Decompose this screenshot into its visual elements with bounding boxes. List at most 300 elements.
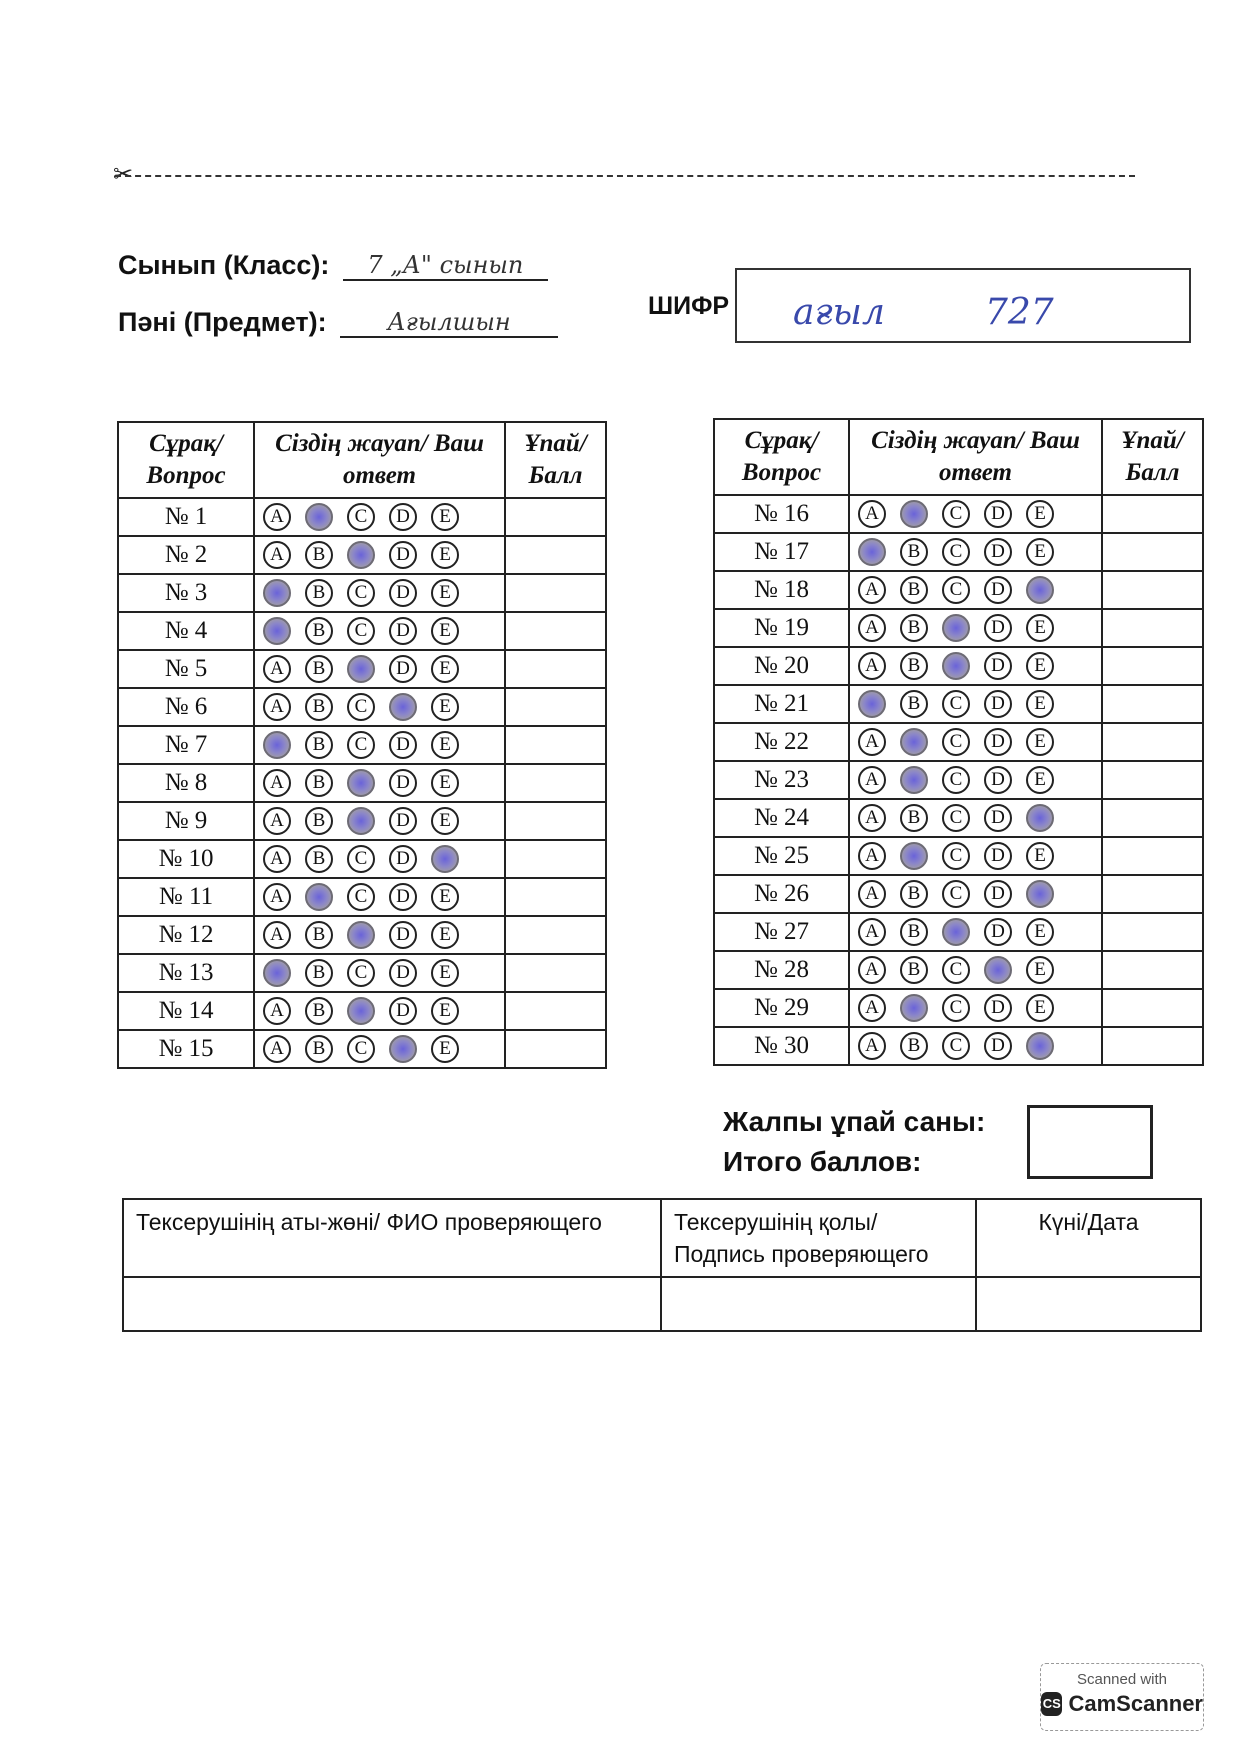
option-bubble-d[interactable]: D (389, 503, 417, 531)
question-number: № 20 (714, 647, 849, 685)
option-bubble-a[interactable]: A (858, 918, 886, 946)
option-bubble-c[interactable]: C (942, 576, 970, 604)
option-bubble-b[interactable]: B (305, 1035, 333, 1063)
option-bubble-d[interactable]: D (984, 880, 1012, 908)
score-header: Ұпай/ Балл (505, 422, 606, 498)
answer-row (714, 571, 1203, 609)
option-bubble-b[interactable] (900, 728, 928, 756)
option-bubble-e[interactable]: E (431, 921, 459, 949)
answer-table-right (713, 418, 1204, 1066)
option-bubble-b[interactable]: B (900, 576, 928, 604)
answer-row (714, 913, 1203, 951)
answer-options (254, 802, 505, 840)
camscanner-logo-icon: CS (1041, 1692, 1062, 1716)
option-bubble-a[interactable] (263, 579, 291, 607)
option-bubble-a[interactable]: A (263, 693, 291, 721)
question-number: № 17 (714, 533, 849, 571)
option-bubble-c[interactable]: C (942, 500, 970, 528)
answer-options (849, 1027, 1102, 1065)
option-bubble-b[interactable]: B (900, 804, 928, 832)
checker-signature-field[interactable] (661, 1277, 976, 1331)
score-cell[interactable] (505, 688, 606, 726)
option-bubble-c[interactable] (347, 769, 375, 797)
question-number: № 5 (118, 650, 254, 688)
answer-row (118, 498, 606, 536)
date-label: Күні/Дата (976, 1199, 1201, 1277)
question-number: № 24 (714, 799, 849, 837)
score-cell[interactable] (505, 1030, 606, 1068)
answer-options (254, 764, 505, 802)
option-bubble-a[interactable]: A (858, 804, 886, 832)
question-number: № 9 (118, 802, 254, 840)
answer-row (714, 875, 1203, 913)
option-bubble-d[interactable]: D (984, 690, 1012, 718)
answer-row (118, 536, 606, 574)
option-bubble-d[interactable]: D (389, 921, 417, 949)
option-bubble-d[interactable] (389, 1035, 417, 1063)
score-cell[interactable] (1102, 875, 1203, 913)
answer-row (118, 916, 606, 954)
option-bubble-b[interactable]: B (305, 845, 333, 873)
option-bubble-e[interactable]: E (1026, 500, 1054, 528)
answer-row (118, 840, 606, 878)
answer-options (254, 650, 505, 688)
option-bubble-a[interactable]: A (263, 541, 291, 569)
option-bubble-d[interactable]: D (984, 500, 1012, 528)
option-bubble-b[interactable]: B (305, 693, 333, 721)
shifr-value-word: ағыл (793, 292, 885, 333)
answer-options (254, 1030, 505, 1068)
answer-options (254, 612, 505, 650)
option-bubble-d[interactable]: D (389, 959, 417, 987)
answer-row (118, 802, 606, 840)
answer-options (849, 951, 1102, 989)
question-number: № 27 (714, 913, 849, 951)
question-number: № 28 (714, 951, 849, 989)
option-bubble-b[interactable]: B (305, 541, 333, 569)
option-bubble-d[interactable]: D (389, 845, 417, 873)
score-cell[interactable] (505, 764, 606, 802)
answer-row (714, 685, 1203, 723)
answer-options (849, 495, 1102, 533)
option-bubble-c[interactable]: C (347, 617, 375, 645)
score-cell[interactable] (1102, 951, 1203, 989)
question-number: № 12 (118, 916, 254, 954)
option-bubble-b[interactable]: B (900, 652, 928, 680)
answer-options (849, 875, 1102, 913)
score-cell[interactable] (1102, 647, 1203, 685)
option-bubble-e[interactable]: E (1026, 766, 1054, 794)
option-bubble-e[interactable]: E (1026, 842, 1054, 870)
option-bubble-b[interactable]: B (305, 579, 333, 607)
answer-options (849, 913, 1102, 951)
answer-options (849, 837, 1102, 875)
option-bubble-d[interactable]: D (389, 997, 417, 1025)
option-bubble-b[interactable]: B (900, 880, 928, 908)
checker-signature-label: Тексерушінің қолы/ Подпись проверяющего (661, 1199, 976, 1277)
score-cell[interactable] (505, 878, 606, 916)
question-number: № 6 (118, 688, 254, 726)
option-bubble-a[interactable]: A (263, 883, 291, 911)
answer-row (118, 574, 606, 612)
question-header: Сұрақ/ Вопрос (118, 422, 254, 498)
question-number: № 21 (714, 685, 849, 723)
option-bubble-e[interactable]: E (431, 503, 459, 531)
option-bubble-c[interactable]: C (942, 842, 970, 870)
option-bubble-c[interactable] (942, 614, 970, 642)
option-bubble-a[interactable]: A (858, 766, 886, 794)
option-bubble-a[interactable]: A (858, 652, 886, 680)
score-cell[interactable] (505, 536, 606, 574)
option-bubble-a[interactable]: A (858, 1032, 886, 1060)
question-header: Сұрақ/ Вопрос (714, 419, 849, 495)
question-number: № 7 (118, 726, 254, 764)
option-bubble-e[interactable]: E (431, 655, 459, 683)
score-cell[interactable] (505, 802, 606, 840)
score-cell[interactable] (1102, 685, 1203, 723)
option-bubble-d[interactable]: D (389, 883, 417, 911)
date-field[interactable] (976, 1277, 1201, 1331)
answer-options (254, 954, 505, 992)
option-bubble-c[interactable] (942, 918, 970, 946)
class-label: Сынып (Класс): (118, 250, 330, 280)
option-bubble-d[interactable]: D (984, 576, 1012, 604)
option-bubble-b[interactable]: B (305, 959, 333, 987)
question-number: № 2 (118, 536, 254, 574)
answer-options (254, 840, 505, 878)
answer-row (118, 1030, 606, 1068)
answer-options (254, 992, 505, 1030)
answer-row (714, 533, 1203, 571)
option-bubble-d[interactable]: D (984, 728, 1012, 756)
option-bubble-b[interactable] (305, 503, 333, 531)
option-bubble-e[interactable]: E (431, 541, 459, 569)
subject-row (118, 307, 558, 338)
option-bubble-b[interactable]: B (305, 921, 333, 949)
option-bubble-d[interactable]: D (389, 731, 417, 759)
question-number: № 13 (118, 954, 254, 992)
question-number: № 23 (714, 761, 849, 799)
option-bubble-c[interactable]: C (942, 1032, 970, 1060)
stamp-line1: Scanned with (1076, 1671, 1168, 1688)
option-bubble-b[interactable] (900, 500, 928, 528)
answer-row (714, 647, 1203, 685)
option-bubble-b[interactable]: B (900, 1032, 928, 1060)
answer-options (254, 574, 505, 612)
score-cell[interactable] (1102, 495, 1203, 533)
option-bubble-d[interactable]: D (984, 918, 1012, 946)
option-bubble-e[interactable]: E (431, 579, 459, 607)
answer-header: Сіздің жауап/ Ваш ответ (849, 419, 1102, 495)
option-bubble-d[interactable]: D (389, 541, 417, 569)
option-bubble-e[interactable]: E (431, 769, 459, 797)
option-bubble-e[interactable]: E (431, 1035, 459, 1063)
option-bubble-b[interactable]: B (900, 918, 928, 946)
score-cell[interactable] (1102, 533, 1203, 571)
option-bubble-b[interactable]: B (305, 617, 333, 645)
option-bubble-d[interactable]: D (389, 769, 417, 797)
score-cell[interactable] (1102, 837, 1203, 875)
option-bubble-a[interactable]: A (858, 728, 886, 756)
option-bubble-d[interactable]: D (984, 766, 1012, 794)
option-bubble-d[interactable]: D (389, 655, 417, 683)
total-score-box[interactable] (1027, 1105, 1153, 1179)
shifr-value-number: 727 (985, 292, 1054, 333)
question-number: № 11 (118, 878, 254, 916)
option-bubble-d[interactable]: D (984, 652, 1012, 680)
option-bubble-e[interactable] (1026, 880, 1054, 908)
option-bubble-e[interactable]: E (431, 997, 459, 1025)
answer-options (849, 533, 1102, 571)
option-bubble-d[interactable]: D (389, 579, 417, 607)
score-cell[interactable] (1102, 913, 1203, 951)
answer-row (714, 837, 1203, 875)
shifr-box (735, 268, 1191, 343)
option-bubble-b[interactable] (900, 766, 928, 794)
answer-row (714, 1027, 1203, 1065)
answer-row (118, 764, 606, 802)
question-number: № 8 (118, 764, 254, 802)
option-bubble-d[interactable]: D (984, 994, 1012, 1022)
total-label-ru: Итого баллов: (723, 1146, 922, 1177)
answer-options (254, 536, 505, 574)
option-bubble-d[interactable]: D (984, 614, 1012, 642)
answer-options (849, 571, 1102, 609)
option-bubble-a[interactable]: A (858, 614, 886, 642)
option-bubble-c[interactable]: C (942, 766, 970, 794)
option-bubble-c[interactable]: C (942, 538, 970, 566)
option-bubble-e[interactable]: E (431, 617, 459, 645)
cut-line (115, 175, 1135, 177)
stamp-line2: CamScanner (1068, 1691, 1203, 1716)
option-bubble-b[interactable]: B (900, 614, 928, 642)
option-bubble-e[interactable]: E (1026, 652, 1054, 680)
score-cell[interactable] (1102, 723, 1203, 761)
option-bubble-a[interactable] (263, 731, 291, 759)
answer-options (254, 916, 505, 954)
option-bubble-b[interactable]: B (305, 807, 333, 835)
score-cell[interactable] (505, 650, 606, 688)
answer-row (714, 609, 1203, 647)
answer-options (849, 761, 1102, 799)
question-number: № 15 (118, 1030, 254, 1068)
question-number: № 16 (714, 495, 849, 533)
option-bubble-e[interactable]: E (431, 693, 459, 721)
option-bubble-d[interactable]: D (984, 804, 1012, 832)
option-bubble-a[interactable]: A (858, 500, 886, 528)
option-bubble-e[interactable]: E (1026, 690, 1054, 718)
option-bubble-a[interactable]: A (263, 845, 291, 873)
checker-name-field[interactable] (123, 1277, 661, 1331)
answer-row (118, 954, 606, 992)
option-bubble-e[interactable]: E (431, 883, 459, 911)
option-bubble-a[interactable] (263, 959, 291, 987)
option-bubble-e[interactable]: E (431, 731, 459, 759)
answer-row (118, 726, 606, 764)
option-bubble-c[interactable]: C (347, 959, 375, 987)
answer-options (849, 685, 1102, 723)
score-cell[interactable] (1102, 761, 1203, 799)
option-bubble-e[interactable]: E (1026, 728, 1054, 756)
question-number: № 26 (714, 875, 849, 913)
answer-row (714, 495, 1203, 533)
question-number: № 3 (118, 574, 254, 612)
option-bubble-c[interactable]: C (347, 731, 375, 759)
option-bubble-d[interactable]: D (389, 807, 417, 835)
answer-options (849, 989, 1102, 1027)
option-bubble-d[interactable]: D (984, 842, 1012, 870)
option-bubble-a[interactable] (263, 617, 291, 645)
question-number: № 10 (118, 840, 254, 878)
option-bubble-a[interactable]: A (263, 1035, 291, 1063)
option-bubble-b[interactable] (305, 883, 333, 911)
question-number: № 14 (118, 992, 254, 1030)
option-bubble-e[interactable] (1026, 576, 1054, 604)
answer-options (849, 799, 1102, 837)
option-bubble-c[interactable]: C (942, 956, 970, 984)
option-bubble-d[interactable]: D (389, 617, 417, 645)
option-bubble-c[interactable] (347, 997, 375, 1025)
answer-options (849, 609, 1102, 647)
option-bubble-a[interactable]: A (263, 997, 291, 1025)
answer-header: Сіздің жауап/ Ваш ответ (254, 422, 505, 498)
score-cell[interactable] (505, 574, 606, 612)
option-bubble-a[interactable]: A (263, 807, 291, 835)
answer-row (118, 612, 606, 650)
answer-options (254, 688, 505, 726)
option-bubble-e[interactable] (1026, 804, 1054, 832)
checker-name-label: Тексерушінің аты-жөні/ ФИО проверяющего (123, 1199, 661, 1277)
signature-table (122, 1198, 1202, 1332)
score-cell[interactable] (1102, 1027, 1203, 1065)
option-bubble-e[interactable]: E (1026, 918, 1054, 946)
option-bubble-c[interactable]: C (942, 880, 970, 908)
answer-options (254, 878, 505, 916)
option-bubble-b[interactable]: B (900, 956, 928, 984)
option-bubble-b[interactable]: B (305, 997, 333, 1025)
option-bubble-c[interactable]: C (347, 845, 375, 873)
subject-value: Ағылшын (340, 308, 558, 338)
score-cell[interactable] (505, 840, 606, 878)
option-bubble-d[interactable]: D (984, 1032, 1012, 1060)
option-bubble-b[interactable]: B (900, 690, 928, 718)
answer-options (849, 723, 1102, 761)
score-cell[interactable] (1102, 571, 1203, 609)
shifr-label: ШИФР (648, 292, 730, 320)
option-bubble-e[interactable]: E (431, 959, 459, 987)
answer-options (254, 726, 505, 764)
option-bubble-a[interactable]: A (263, 769, 291, 797)
option-bubble-d[interactable] (984, 956, 1012, 984)
score-cell[interactable] (505, 726, 606, 764)
option-bubble-c[interactable]: C (942, 728, 970, 756)
option-bubble-a[interactable] (858, 538, 886, 566)
option-bubble-c[interactable] (347, 807, 375, 835)
option-bubble-c[interactable] (347, 541, 375, 569)
answer-row (714, 799, 1203, 837)
option-bubble-a[interactable]: A (858, 994, 886, 1022)
option-bubble-e[interactable]: E (1026, 956, 1054, 984)
answer-row (714, 951, 1203, 989)
question-number: № 18 (714, 571, 849, 609)
answer-row (118, 650, 606, 688)
answer-row (118, 878, 606, 916)
option-bubble-b[interactable] (900, 842, 928, 870)
option-bubble-e[interactable] (431, 845, 459, 873)
class-value: 7 „А" сынып (343, 251, 548, 281)
option-bubble-c[interactable]: C (347, 579, 375, 607)
answer-row (118, 688, 606, 726)
score-cell[interactable] (505, 954, 606, 992)
answer-row (118, 992, 606, 1030)
option-bubble-e[interactable]: E (1026, 538, 1054, 566)
option-bubble-a[interactable]: A (263, 655, 291, 683)
option-bubble-b[interactable] (900, 994, 928, 1022)
option-bubble-b[interactable]: B (305, 769, 333, 797)
option-bubble-c[interactable]: C (347, 883, 375, 911)
question-number: № 1 (118, 498, 254, 536)
score-cell[interactable] (1102, 799, 1203, 837)
option-bubble-c[interactable] (347, 655, 375, 683)
answer-table-left (117, 421, 607, 1069)
option-bubble-b[interactable]: B (900, 538, 928, 566)
score-cell[interactable] (1102, 989, 1203, 1027)
answer-row (714, 989, 1203, 1027)
option-bubble-e[interactable] (1026, 1032, 1054, 1060)
option-bubble-a[interactable] (858, 690, 886, 718)
question-number: № 29 (714, 989, 849, 1027)
option-bubble-c[interactable]: C (347, 503, 375, 531)
option-bubble-c[interactable]: C (347, 1035, 375, 1063)
option-bubble-c[interactable]: C (347, 693, 375, 721)
question-number: № 19 (714, 609, 849, 647)
score-cell[interactable] (1102, 609, 1203, 647)
scissors-icon: ✂ (113, 161, 134, 188)
score-header: Ұпай/ Балл (1102, 419, 1203, 495)
question-number: № 25 (714, 837, 849, 875)
option-bubble-a[interactable]: A (858, 576, 886, 604)
option-bubble-e[interactable]: E (1026, 614, 1054, 642)
option-bubble-c[interactable] (942, 652, 970, 680)
option-bubble-c[interactable]: C (942, 804, 970, 832)
option-bubble-a[interactable]: A (858, 956, 886, 984)
option-bubble-b[interactable]: B (305, 655, 333, 683)
option-bubble-a[interactable]: A (858, 880, 886, 908)
option-bubble-e[interactable]: E (431, 807, 459, 835)
question-number: № 30 (714, 1027, 849, 1065)
option-bubble-a[interactable]: A (858, 842, 886, 870)
score-cell[interactable] (505, 992, 606, 1030)
option-bubble-d[interactable] (389, 693, 417, 721)
option-bubble-c[interactable]: C (942, 690, 970, 718)
answer-row (714, 723, 1203, 761)
option-bubble-a[interactable]: A (263, 503, 291, 531)
answer-row (714, 761, 1203, 799)
subject-label: Пәні (Предмет): (118, 307, 327, 337)
option-bubble-e[interactable]: E (1026, 994, 1054, 1022)
option-bubble-c[interactable] (347, 921, 375, 949)
question-number: № 22 (714, 723, 849, 761)
score-cell[interactable] (505, 612, 606, 650)
score-cell[interactable] (505, 498, 606, 536)
question-number: № 4 (118, 612, 254, 650)
option-bubble-d[interactable]: D (984, 538, 1012, 566)
option-bubble-a[interactable]: A (263, 921, 291, 949)
score-cell[interactable] (505, 916, 606, 954)
answer-options (254, 498, 505, 536)
option-bubble-b[interactable]: B (305, 731, 333, 759)
option-bubble-c[interactable]: C (942, 994, 970, 1022)
